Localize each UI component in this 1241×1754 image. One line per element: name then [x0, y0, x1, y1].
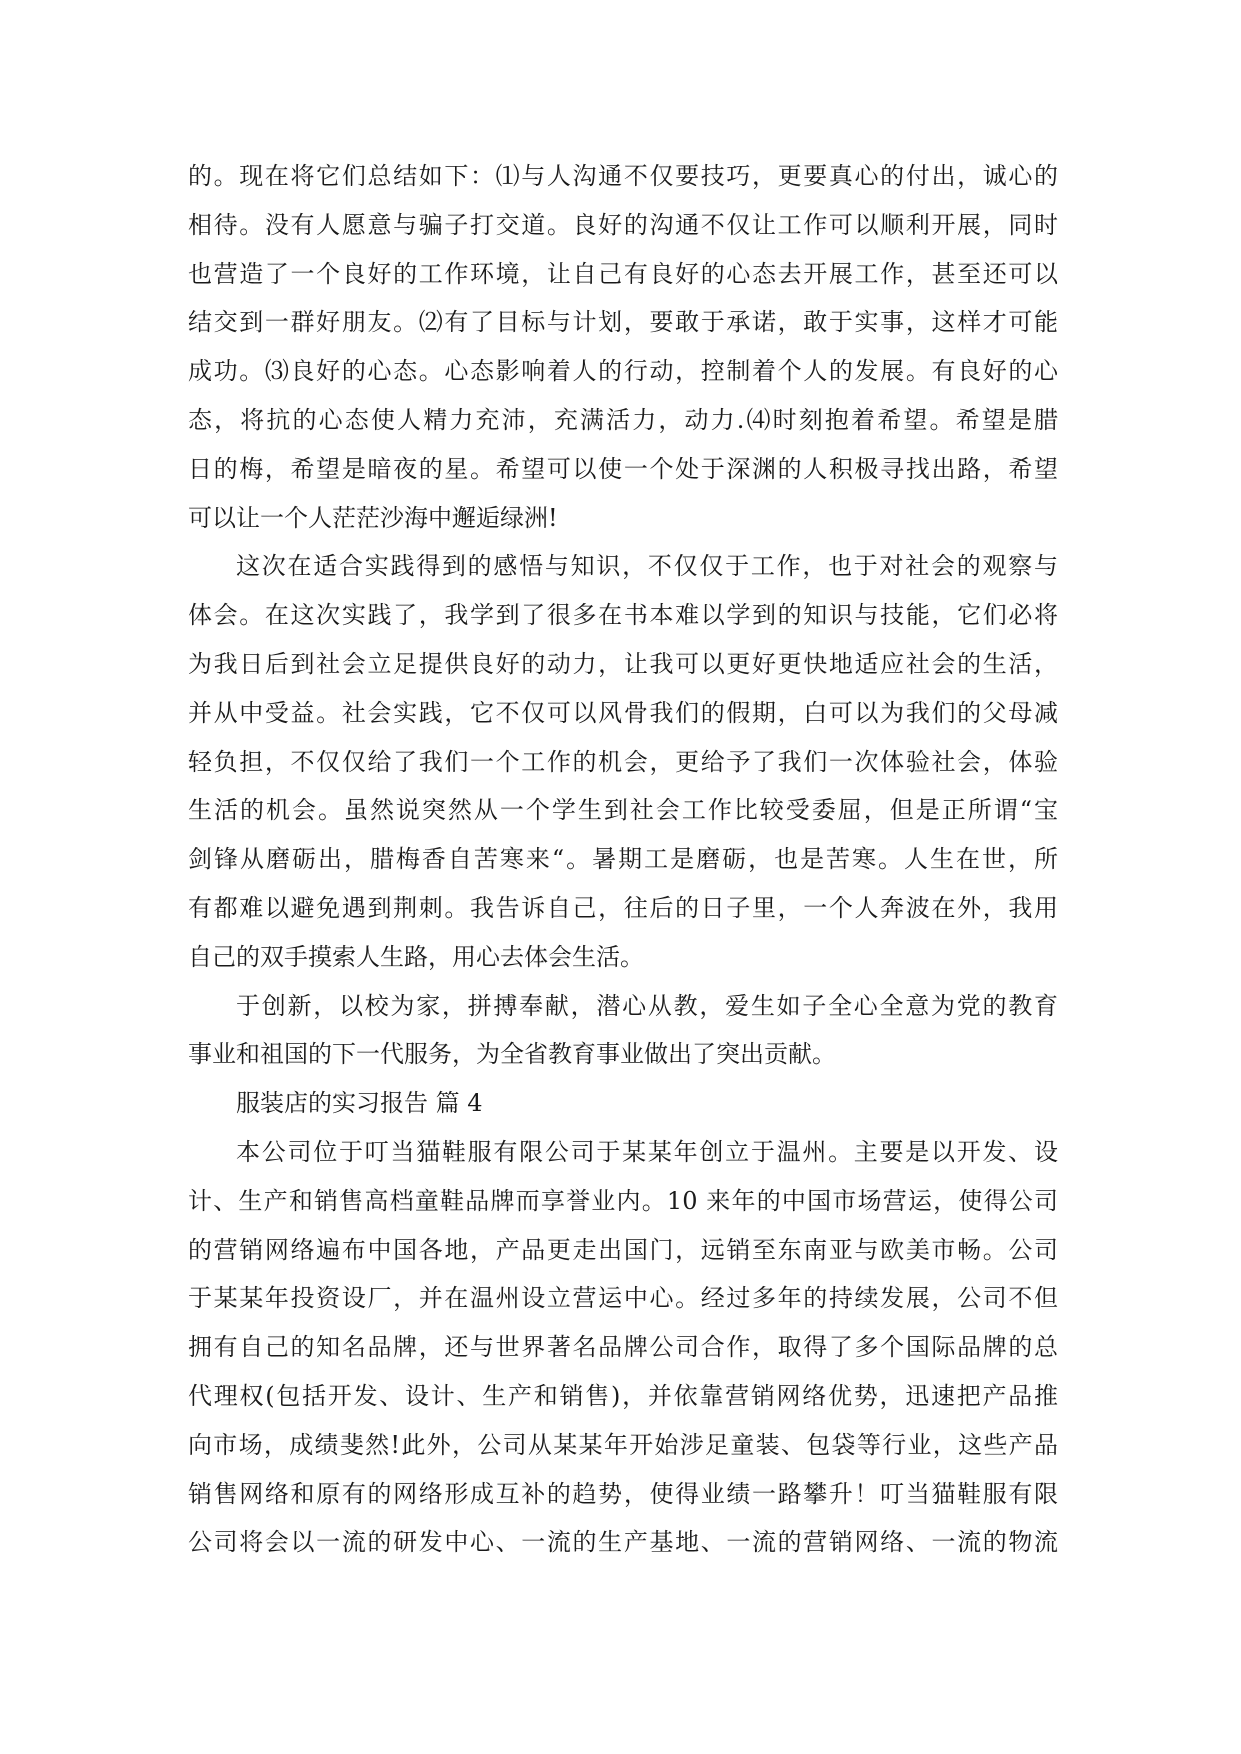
- text-line: 也营造了一个良好的工作环境，让自己有良好的心态去开展工作，甚至还可以: [188, 259, 1058, 288]
- text-line: 公司将会以一流的研发中心、一流的生产基地、一流的营销网络、一流的物流: [188, 1528, 1058, 1557]
- text-line: 体会。在这次实践了，我学到了很多在书本难以学到的知识与技能，它们必将: [188, 601, 1058, 630]
- text-line: 自己的双手摸索人生路，用心去体会生活。: [188, 942, 644, 971]
- section-heading: 服装店的实习报告 篇 4: [236, 1089, 483, 1118]
- text-line: 成功。⑶良好的心态。心态影响着人的行动，控制着个人的发展。有良好的心: [188, 357, 1058, 386]
- text-line: 生活的机会。虽然说突然从一个学生到社会工作比较受委屈，但是正所谓“宝: [188, 796, 1058, 825]
- text-line: 销售网络和原有的网络形成互补的趋势，使得业绩一路攀升！叮当猫鞋服有限: [188, 1479, 1058, 1508]
- text-line: 的营销网络遍布中国各地，产品更走出国门，远销至东南亚与欧美市畅。公司: [188, 1235, 1058, 1264]
- paragraph-start-line: 这次在适合实践得到的感悟与知识，不仅仅于工作，也于对社会的观察与: [236, 552, 1058, 581]
- paragraph-start-line: 本公司位于叮当猫鞋服有限公司于某某年创立于温州。主要是以开发、设: [236, 1137, 1058, 1166]
- text-line: 的。现在将它们总结如下：⑴与人沟通不仅要技巧，更要真心的付出，诚心的: [188, 162, 1058, 190]
- text-line: 于某某年投资设厂，并在温州设立营运中心。经过多年的持续发展，公司不但: [188, 1284, 1058, 1313]
- text-line: 拥有自己的知名品牌，还与世界著名品牌公司合作，取得了多个国际品牌的总: [188, 1333, 1058, 1362]
- text-line: 代理权(包括开发、设计、生产和销售)，并依靠营销网络优势，迅速把产品推: [188, 1381, 1058, 1410]
- text-line: 为我日后到社会立足提供良好的动力，让我可以更好更快地适应社会的生活，: [188, 649, 1058, 678]
- body-text: [188, 152, 1058, 1567]
- text-line: 剑锋从磨砺出，腊梅香自苦寒来“。暑期工是磨砺，也是苦寒。人生在世，所: [188, 845, 1058, 874]
- text-line: 轻负担，不仅仅给了我们一个工作的机会，更给予了我们一次体验社会，体验: [188, 747, 1058, 776]
- text-line: 日的梅，希望是暗夜的星。希望可以使一个处于深渊的人积极寻找出路，希望: [188, 454, 1058, 483]
- text-line: 有都难以避免遇到荆刺。我告诉自己，往后的日子里，一个人奔波在外，我用: [188, 893, 1058, 922]
- text-line: 计、生产和销售高档童鞋品牌而享誉业内。10 来年的中国市场营运，使得公司: [188, 1186, 1058, 1215]
- text-line: 可以让一个人茫茫沙海中邂逅绿洲!: [188, 503, 558, 532]
- text-line: 结交到一群好朋友。⑵有了目标与计划，要敢于承诺，敢于实事，这样才可能: [188, 308, 1058, 337]
- text-line: 事业和祖国的下一代服务，为全省教育事业做出了突出贡献。: [188, 1040, 836, 1069]
- text-line: 并从中受益。社会实践，它不仅可以风骨我们的假期，白可以为我们的父母减: [188, 698, 1058, 727]
- text-line: 态，将抗的心态使人精力充沛，充满活力，动力.⑷时刻抱着希望。希望是腊: [188, 405, 1058, 434]
- paragraph-start-line: 于创新，以校为家，拼搏奉献，潜心从教，爱生如子全心全意为党的教育: [236, 991, 1058, 1020]
- text-line: 向市场，成绩斐然!此外，公司从某某年开始涉足童装、包袋等行业，这些产品: [188, 1430, 1058, 1459]
- text-line: 相待。没有人愿意与骗子打交道。良好的沟通不仅让工作可以顺利开展，同时: [188, 210, 1058, 239]
